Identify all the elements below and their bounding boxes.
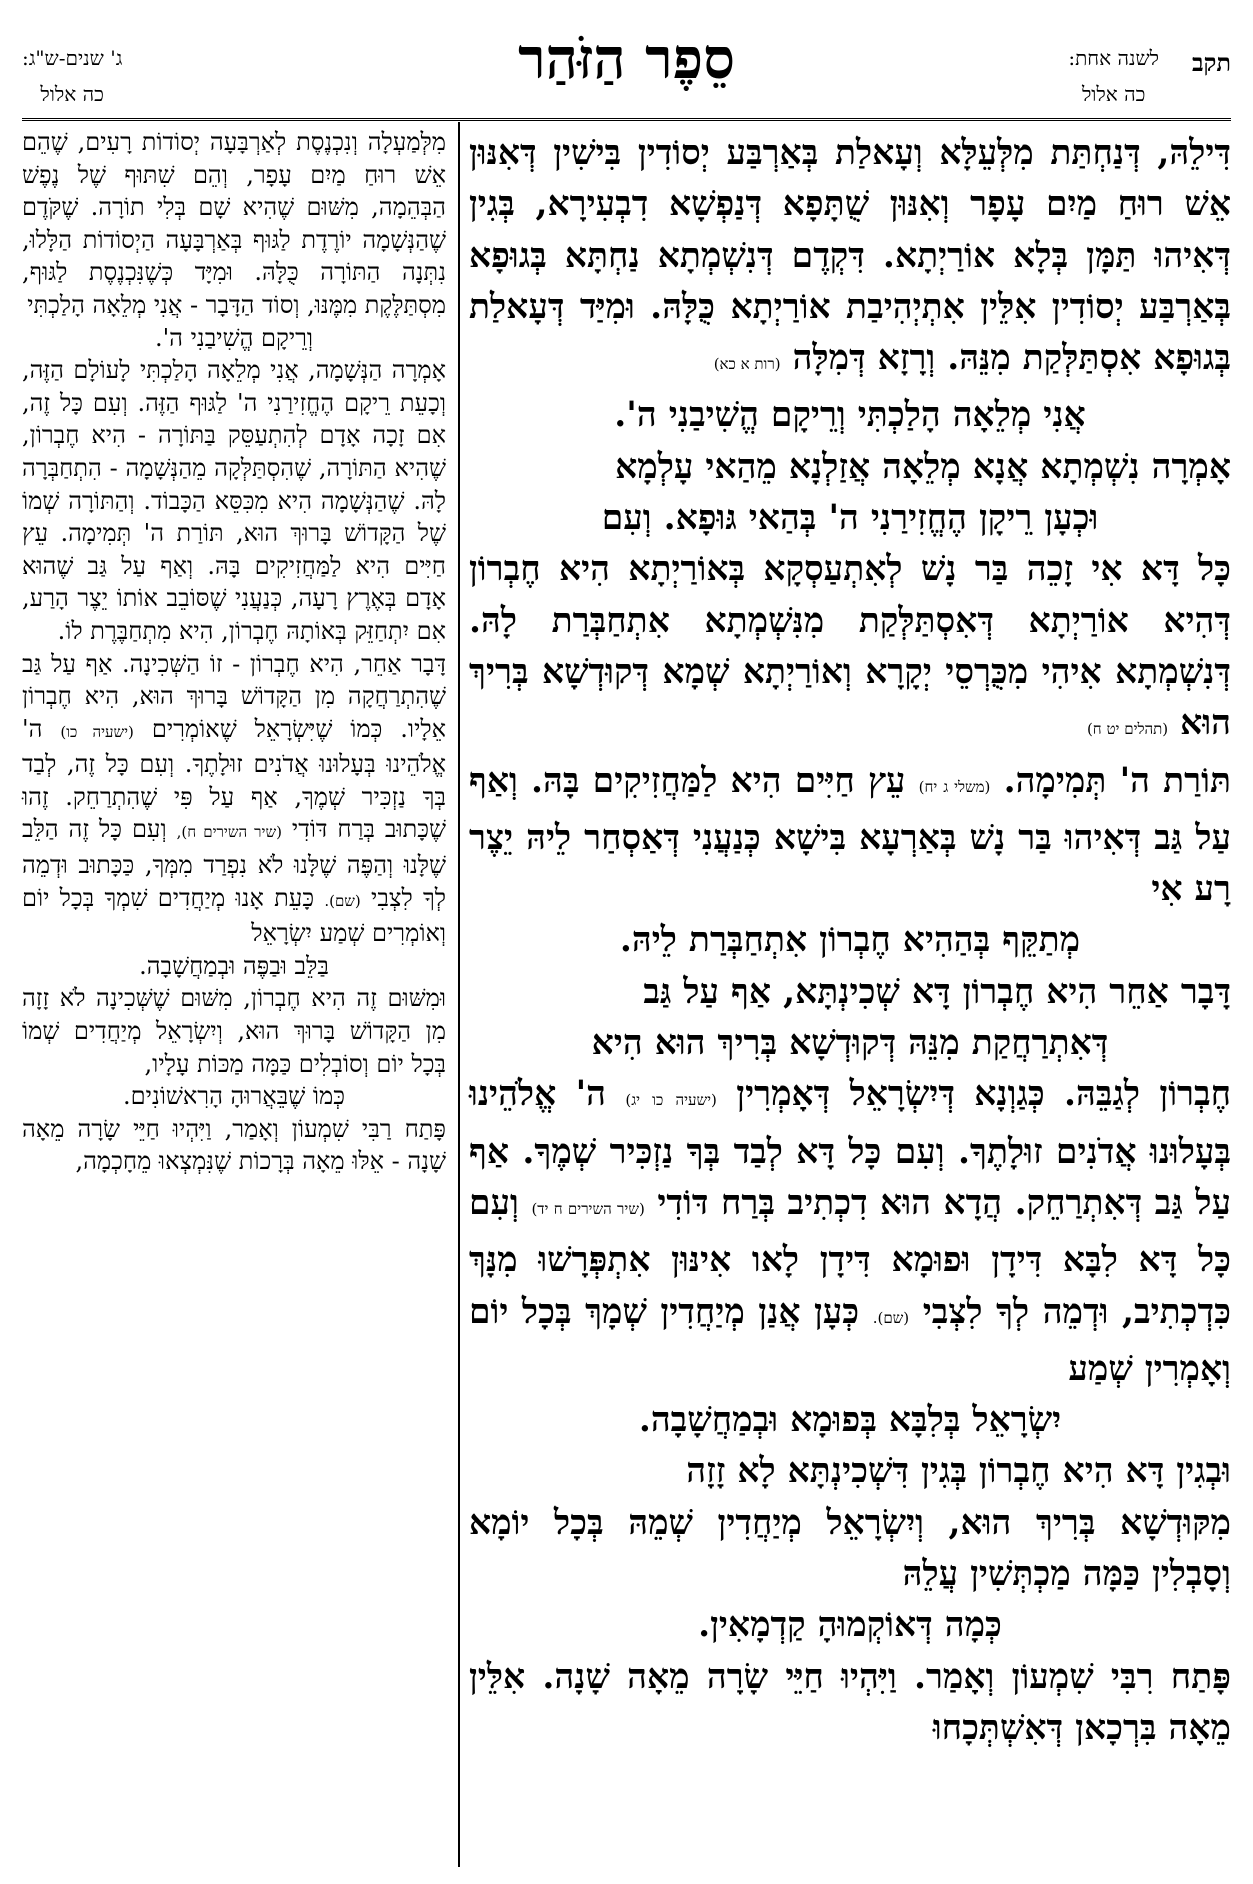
paragraph-text: ה' אֱלֹהֵינוּ בְּעָלוּנוּ אֲדֹנִים זוּלָתֶךָ. וְעִם כָּל דָּא לְבַד בְּךָ נַזְכִּיר שְׁמֶךָ. אַף עַל גַּב דְּאִתְרַחֵק. הֲדָא הוּא דִכְתִיב בְּרַח דּוֹדִי — [469, 1074, 1232, 1223]
paragraph-text: וְעִם כָּל דָּא לִבָּא דִּידָן וּפוּמָא דִּידָן לָאו אִינּוּן אִתְפְּרָשׁוּ מִנָּךְ כִּדְכְתִיב, וּדְמֵה לְךָ לִצְבִי — [469, 1182, 1231, 1332]
paragraph-text: פָּתַח רַבִּי שִׁמְעוֹן וְאָמַר, וַיִּהְיוּ חַיֵּי שָׂרָה מֵאָה שָׁנָה - אֵלּוּ מֵאָה בְּרָכוֹת שֶׁנִּמְצְאוּ מֵחָכְמָה, — [22, 1114, 446, 1176]
paragraph-text: תּוֹרַת ה' תְּמִימָה. — [1003, 760, 1231, 801]
paragraph-text: כְּמוֹ שֶׁבֵּאֲרוּהָ הָרִאשׁוֹנִים. — [123, 1082, 345, 1111]
scripture-reference: (רות א כא) — [713, 355, 781, 374]
paragraph-text: וּמִשּׁוּם זֶה הִיא חֶבְרוֹן, מִשּׁוּם שֶׁשְּׁכִינָה לֹא זָזָה מִן הַקָּדוֹשׁ בָּרוּךְ הוּא, וְיִשְׂרָאֵל מְיַחֲדִים שְׁמוֹ בְּכָל יוֹם וְסוֹבְלִים כַּמָּה מַכּוֹת עָלָיו, — [22, 984, 446, 1078]
paragraph — [469, 1600, 1231, 1651]
paragraph-text: מִלְּמַעְלָה וְנִכְנֶסֶת לְאַרְבָּעָה יְסוֹדוֹת רָעִים, שֶׁהֵם אֵשׁ רוּחַ מַיִם עָפָר, וְהֵם שִׁתּוּף שֶׁל נֶפֶשׁ הַבְּהֵמָה, מִשּׁוּם שֶׁהִיא שָׁם בְּלִי תוֹרָה. שֶׁקֹּדֶם שֶׁהַנְּשָׁמָה יוֹרֶדֶת לַגּוּף בְּאַרְבָּעָה הַיְסוֹדוֹת הַלָּלוּ, נִתְּנָה הַתּוֹרָה כֻּלָּהּ. וּמִיָּד כְּשֶׁנִּכְנֶסֶת לַגּוּף, מִסְתַּלֶּקֶת מִמֶּנּוּ, וְסוֹד הַדָּבָר - אֲנִי מְלֵאָה הָלַכְתִּי — [22, 128, 446, 319]
paragraph — [22, 354, 446, 647]
paragraph-text: וּבְגִין דָּא הִיא חֶבְרוֹן בְּגִין דִּשְׁכִינְתָּא לָא זָזָה — [686, 1451, 1231, 1492]
paragraph-text: פָּתַח רִבִּי שִׁמְעוֹן וְאָמַר. וַיִּהְיוּ חַיֵּי שָׂרָה מֵאָה שָׁנָה. אִלֵּין מֵאָה בִּרְכָאן דְּאִשְׁתְּכָחוּ — [469, 1656, 1231, 1748]
paragraph — [469, 915, 1231, 966]
schedule-date: כה אלול — [1081, 82, 1146, 106]
scripture-reference: (שיר השירים ח), — [176, 823, 282, 842]
schedule-label: ג' שנים-ש"ג: — [22, 46, 123, 70]
paragraph-text: חֶבְרוֹן לְגַבֵּהּ. כְּגַוְנָא דְּיִשְׂרָאֵל דְּאָמְרִין — [736, 1074, 1232, 1115]
aramaic-text-column — [469, 128, 1231, 1754]
paragraph — [469, 128, 1231, 390]
header-divider — [22, 118, 1231, 121]
paragraph-text: וְעִם כָּל זֶה הַלֵּב שֶׁלָּנוּ וְהַפֶּה שֶׁלָּנוּ לֹא נִפְרַד מִמְּךָ, כַּכָּתוּב וּדְמֵה לְךָ לִצְבִי — [22, 815, 446, 912]
page-header — [22, 22, 1231, 122]
paragraph — [22, 322, 446, 355]
paragraph — [469, 1446, 1231, 1497]
paragraph — [22, 648, 446, 950]
paragraph-text: מִקּוּדְשָׁא בְּרִיךְ הוּא, וְיִשְׂרָאֵל מְיַחֲדִין שְׁמֵהּ בְּכָל יוֹמָא וְסָבְלִין כַּמָּה מַכְתְּשִׁין עֲלֵהּ — [469, 1502, 1231, 1595]
paragraph — [469, 967, 1231, 1018]
column-divider — [458, 122, 460, 1867]
paragraph — [469, 390, 1231, 441]
paragraph-text: מְתַקֵּף בְּהַהִיא חֶבְרוֹן אִתְחַבְּרַת לֵיהּ. — [619, 920, 1081, 961]
paragraph-text: אָמְרָה הַנְּשָׁמָה, אֲנִי מְלֵאָה הָלַכְתִּי לָעוֹלָם הַזֶּה, וְכָעֵת רֵיקָם הֶחֱזִירַנִי ה' לַגּוּף הַזֶּה. וְעִם כָּל זֶה, אִם זָכָה אָדָם לְהִתְעַסֵּק בַּתּוֹרָה - הִיא חֶבְרוֹן, שֶׁהִיא הַתּוֹרָה, שֶׁהִסְתַּלְּקָה מֵהַנְּשָׁמָה - הִתְחַבְּרָה לָהּ. שֶׁהַנְּשָׁמָה הִיא מִכִּסֵּא הַכָּבוֹד. וְהַתּוֹרָה שְׁמוֹ שֶׁל הַקָּדוֹשׁ בָּרוּךְ הוּא, תּוֹרַת ה' תְּמִימָה. עֵץ חַיִּים הִיא לַמַּחֲזִיקִים בָּהּ. וְאַף עַל גַּב שֶׁהוּא אָדָם בְּאֶרֶץ רָעָה, כְּנַעֲנִי שֶׁסּוֹבֵב אוֹתוֹ יֵצֶר הָרַע, אִם יִתְחַזֵּק בְּאוֹתָהּ חֶבְרוֹן, הִיא מִתְחַבֶּרֶת לוֹ. — [22, 356, 446, 645]
scripture-reference: (שם). — [872, 1308, 910, 1327]
scripture-reference: (שיר השירים ח יד) — [531, 1199, 645, 1218]
paragraph — [469, 1498, 1231, 1601]
paragraph-text: וּכְעָן רֵיקָן הֶחֱזִירַנִי ה' בְּהַאי גּוּפָא. וְעִם — [601, 498, 1099, 539]
page-number: תקב — [1191, 48, 1231, 77]
scripture-reference: (ישעיה כו יג) — [625, 1091, 717, 1110]
paragraph — [469, 493, 1231, 544]
paragraph — [22, 1113, 446, 1178]
schedule-date: כה אלול — [40, 82, 104, 106]
paragraph — [469, 1395, 1231, 1446]
paragraph-text: דָּבָר אַחֵר, הִיא חֶבְרוֹן - זוֹ הַשְּׁכִינָה. אַף עַל גַּב שֶׁהִתְרַחֲקָה מִן הַקָּדוֹשׁ בָּרוּךְ הוּא, הִיא חֶבְרוֹן אֵלָיו. כְּמוֹ שֶׁיִּשְׂרָאֵל שֶׁאוֹמְרִים — [22, 649, 446, 743]
paragraph — [22, 1080, 446, 1113]
paragraph-text: וְרֵיקָם הֱשִׁיבַנִי ה'. — [154, 323, 314, 352]
paragraph-text: עֵץ חַיִּים הִיא לַמַּחֲזִיקִים בָּהּ. וְאַף עַל גַּב דְּאִיהוּ בַּר נָשׁ בְּאַרְעָא בִּישָׁא כְּנַעֲנִי דְּאַסְחַר לֵיהּ יֵצֶר רָע אִי — [469, 760, 1231, 910]
scripture-reference: (משלי ג יח) — [918, 777, 991, 796]
paragraph-text: דִּילֵהּ, דְּנַחְתַּת מִלְּעֵלָּא וְעָאלַת בְּאַרְבַּע יְסוֹדִין בִּישִׁין דְּאִנּוּן אֵשׁ רוּחַ מַיִם עָפָר וְאִנּוּן שֻׁתָּפָא דְּנַפְשָׁא דִבְעִירָא, בְּגִין דְּאִיהוּ תַּמָּן בְּלָא אוֹרַיְתָא. דִּקְדֶם דְּנִשְׁמְתָא נַחְתָּא בְּגוּפָא בְּאַרְבַּע יְסוֹדִין אִלֵּין אִתְיְהִיבַת אוֹרַיְתָא כֻּלָּהּ. וּמִיַּד דְּעָאלַת בְּגוּפָא אִסְתַּלְּקַת מִנֵּהּ. וְרָזָא דְּמִלָּה — [469, 133, 1231, 379]
paragraph-text: כְּמָה דְּאוֹקְמוּהָ קַדְמָאִין. — [698, 1605, 1002, 1646]
paragraph-text: אֲנִי מְלֵאָה הָלַכְתִּי וְרֵיקָם הֱשִׁיבַנִי ה'. — [614, 395, 1086, 436]
paragraph — [469, 1018, 1231, 1069]
paragraph — [469, 1069, 1231, 1395]
paragraph — [469, 756, 1231, 916]
paragraph-text: אָמְרָה נִשְׁמְתָא אֲנָא מְלֵאָה אֲזַלְנָא מֵהַאי עָלְמָא — [615, 446, 1231, 487]
paragraph-text: יִשְׂרָאֵל בְּלִבָּא בְּפוּמָא וּבְמַחֲשָׁבָה. — [638, 1400, 1062, 1441]
paragraph-text: כָּעֵת אָנוּ מְיַחֲדִים שִׁמְךָ בְּכָל יוֹם וְאוֹמְרִים שְׁמַע יִשְׂרָאֵל — [22, 883, 446, 948]
scripture-reference: (תהלים יט ח) — [1086, 720, 1169, 739]
paragraph-text: ה' אֱלֹהֵינוּ בְּעָלוּנוּ אֲדֹנִים זוּלָתֶךָ. וְעִם כָּל זֶה, לְבַד בְּךָ נַזְכִּיר שְׁמֶךָ, אַף עַל פִּי שֶׁהִתְרַחֵק. זֶהוּ שֶׁכָּתוּב בְּרַח דּוֹדִי — [22, 714, 446, 844]
paragraph-text: דְּאִתְרַחֲקַת מִנֵּהּ דְּקוּדְשָׁא בְּרִיךְ הוּא הִיא — [591, 1023, 1109, 1064]
paragraph-text: בַּלֵּב וּבַפֶּה וּבְמַחֲשָׁבָה. — [139, 951, 329, 980]
reading-schedule-left — [22, 40, 122, 112]
scripture-reference: (ישעיה כו) — [60, 722, 134, 741]
schedule-label: לשנה אחת: — [1068, 46, 1159, 70]
paragraph — [469, 544, 1231, 755]
paragraph — [469, 1652, 1231, 1755]
paragraph-text: כָּל דָּא אִי זָכֵה בַּר נָשׁ לְאִתְעַסְקָא בְּאוֹרַיְתָא הִיא חֶבְרוֹן דְּהִיא אוֹרַיְתָא דְּאִסְתַּלְּקַת מִנִּשְׁמְתָא אִתְחַבְּרַת לָהּ. דְּנִשְׁמְתָא אִיהִי מִכֻּרְסֵי יְקָרָא וְאוֹרַיְתָא שְׁמָא דְּקוּדְשָׁא בְּרִיךְ הוּא — [469, 549, 1231, 744]
paragraph — [22, 950, 446, 983]
scripture-reference: (שם). — [324, 891, 361, 910]
paragraph-text: כְּעָן אֲנַן מְיַחֲדִין שְׁמָךְ בְּכָל יוֹם וְאָמְרִין שְׁמַע — [469, 1291, 1231, 1389]
paragraph — [22, 126, 446, 322]
paragraph — [22, 982, 446, 1080]
hebrew-translation-column — [22, 126, 446, 1178]
paragraph — [469, 442, 1231, 493]
book-title: סֵפֶר הַזֹּהַר — [518, 26, 735, 92]
paragraph-text: דָּבָר אַחֵר הִיא חֶבְרוֹן דָּא שְׁכִינְתָּא, אַף עַל גַּב — [643, 971, 1231, 1012]
